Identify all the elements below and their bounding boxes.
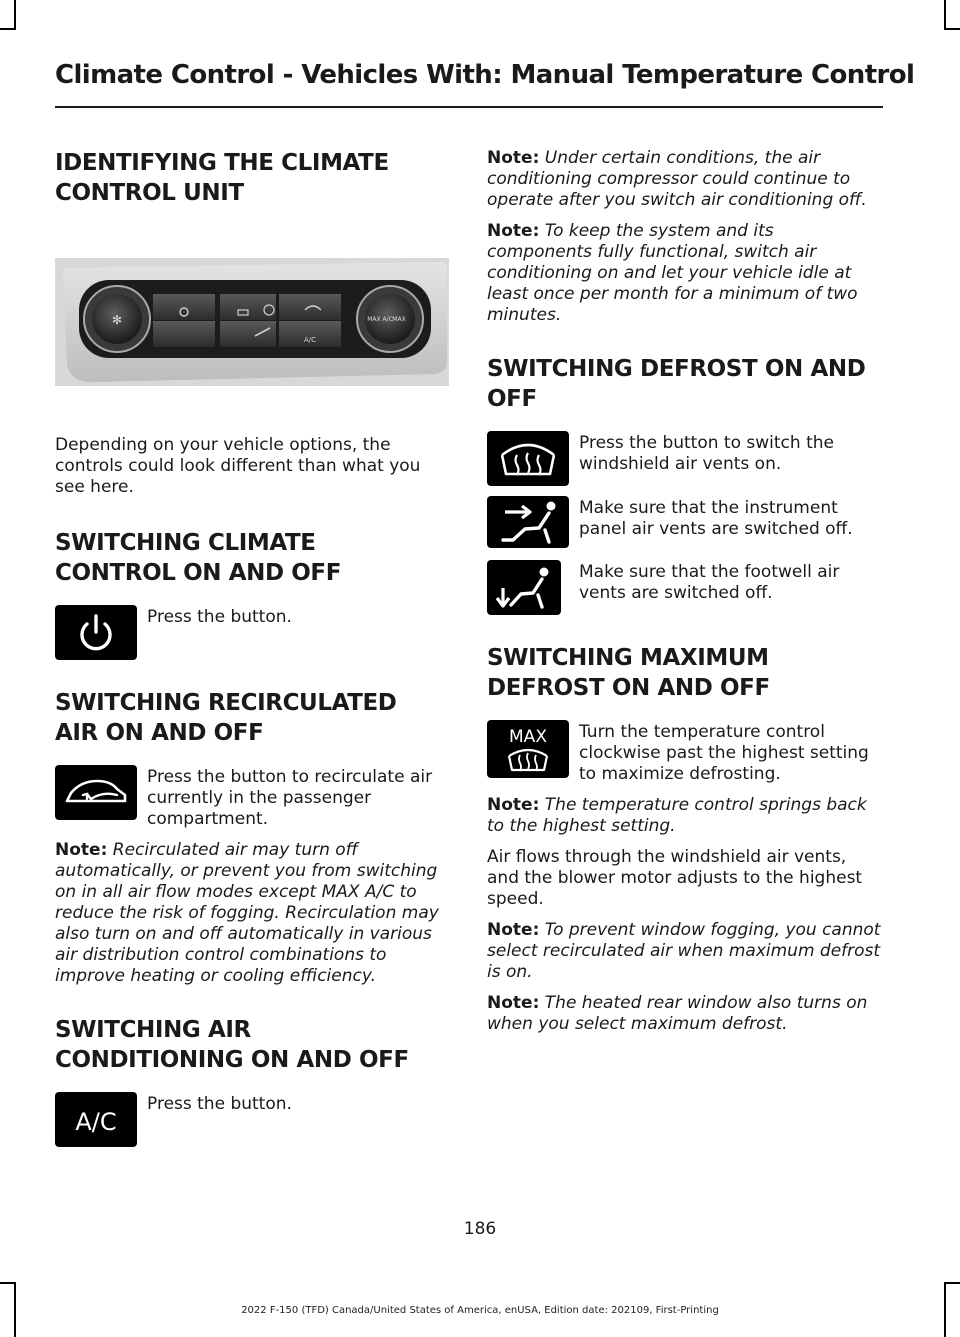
defrost-footwell-text: Make sure that the footwell air vents are switched off. (579, 562, 840, 603)
max-defrost-text: Turn the temperature control clockwise past the highest setting to maximize defrosting. (579, 722, 869, 784)
max-defrost-icon (487, 720, 569, 778)
crop-mark (944, 28, 960, 30)
defrost-instruction-windshield (487, 431, 881, 486)
svg-text:MAX: MAX (509, 727, 547, 747)
crop-mark (14, 0, 16, 30)
power-icon (55, 605, 137, 660)
footwell-vent-icon (487, 560, 561, 615)
section-heading-defrost: SWITCHING DEFROST ON AND OFF (487, 356, 866, 412)
page-title: Climate Control - Vehicles With: Manual Temperature Control (55, 60, 915, 90)
section-heading-recirculate: SWITCHING RECIRCULATED AIR ON AND OFF (55, 690, 397, 746)
section-heading-power: SWITCHING CLIMATE CONTROL ON AND OFF (55, 530, 342, 586)
right-column (487, 148, 881, 1035)
max-defrost-airflow-text: Air flows through the windshield air vents, and the blower motor adjusts to the highest speed. (487, 847, 863, 909)
crop-mark (944, 1282, 960, 1284)
climate-control-panel-image (55, 258, 449, 386)
max-defrost-instruction (487, 720, 881, 785)
svg-text:A/C: A/C (75, 1108, 117, 1136)
svg-text:✻: ✻ (111, 313, 123, 327)
max-defrost-note-spring: Note: The temperature control springs back to the highest setting. (487, 795, 867, 836)
recirculate-instruction-text: Press the button to recirculate air currently in the passenger compartment. (147, 767, 433, 829)
recirculate-note: Note: Recirculated air may turn off automatically, or prevent you from switching on in all air flow modes except MAX A/C to reduce the risk of fogging. Recirculation may also turn on and off automatically in various air distribution control combinations to improve heating or cooling efficiency. (55, 840, 439, 986)
section-heading-identify: IDENTIFYING THE CLIMATE CONTROL UNIT (55, 150, 389, 206)
windshield-defrost-icon (487, 431, 569, 486)
recirculate-instruction (55, 765, 449, 830)
power-instruction (55, 605, 449, 660)
image-caption: Depending on your vehicle options, the controls could look different than what you see here. (55, 435, 421, 497)
crop-mark (0, 28, 16, 30)
max-defrost-note-recirc: Note: To prevent window fogging, you cannot select recirculated air when maximum defrost is on. (487, 920, 881, 982)
page-number: 186 (463, 1219, 497, 1239)
defrost-instruction-panel (487, 496, 881, 548)
climate-panel-illustration (55, 258, 449, 386)
section-heading-max-defrost: SWITCHING MAXIMUM DEFROST ON AND OFF (487, 645, 770, 701)
defrost-panel-text: Make sure that the instrument panel air vents are switched off. (579, 498, 853, 539)
power-instruction-text: Press the button. (147, 607, 292, 627)
svg-text:MAX A/C: MAX A/C (367, 316, 393, 323)
crop-mark (944, 0, 946, 30)
ac-instruction (55, 1092, 449, 1147)
ac-icon (55, 1092, 137, 1147)
recirculate-air-icon (55, 765, 137, 820)
panel-vent-icon (487, 496, 569, 548)
max-defrost-note-rear-window: Note: The heated rear window also turns on when you select maximum defrost. (487, 993, 868, 1034)
ac-maintenance-note: Note: To keep the system and its components fully functional, switch air conditioning on and let your vehicle idle at least once per month for a minimum of two minutes. (487, 221, 858, 325)
crop-mark (0, 1282, 16, 1284)
page-footer: 2022 F-150 (TFD) Canada/United States of America, enUSA, Edition date: 202109, First-Printing (241, 1305, 719, 1316)
svg-text:MAX: MAX (392, 316, 406, 323)
section-heading-ac: SWITCHING AIR CONDITIONING ON AND OFF (55, 1017, 409, 1073)
left-column (55, 148, 449, 1147)
ac-instruction-text: Press the button. (147, 1094, 292, 1114)
defrost-windshield-text: Press the button to switch the windshield air vents on. (579, 433, 834, 474)
title-divider (55, 106, 883, 108)
svg-text:A/C: A/C (303, 336, 317, 344)
ac-compressor-note: Note: Under certain conditions, the air conditioning compressor could continue to operate after you switch air conditioning off. (487, 148, 867, 210)
defrost-instruction-footwell (487, 560, 881, 615)
